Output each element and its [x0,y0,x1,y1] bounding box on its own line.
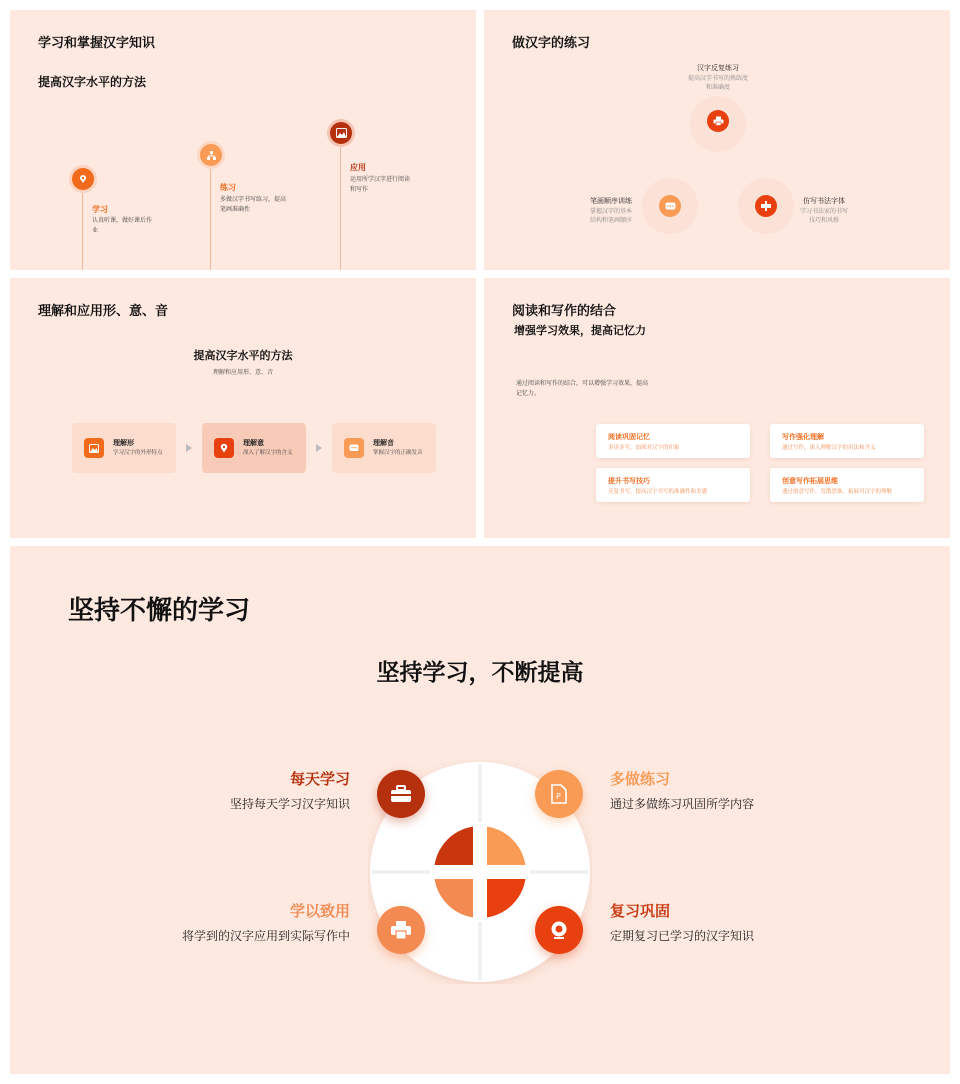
card-label: 写作强化理解 [782,433,824,441]
info-card[interactable] [596,468,750,502]
info-card[interactable] [596,424,750,458]
item-label: 练习 [220,183,236,192]
item-label: 笔画顺序训练 [590,197,632,205]
item-label: 学习 [92,205,108,214]
slide-subtitle: 提高汉字水平的方法 [38,75,147,89]
step-label: 理解形 [113,439,134,447]
item-label: 学以致用 [289,902,350,920]
slide-title: 坚持不懈的学习 [68,596,251,626]
slide-title: 阅读和写作的结合 [512,304,617,319]
document-icon [535,770,583,818]
step-label: 理解意 [243,439,264,447]
item-desc: 通过多做练习巩固所学内容 [610,797,755,811]
info-card[interactable] [770,424,924,458]
info-card[interactable] [770,468,924,502]
timeline-line [82,190,83,270]
item-desc: 学习书法家的书写技巧和风格 [799,208,848,224]
card-desc: 通过创意写作，发散思维，拓展对汉字的理解 [782,489,893,495]
slide-hanzi-knowledge[interactable] [10,10,476,270]
item-desc: 定期复习已学习的汉字知识 [610,929,755,943]
step-card[interactable] [202,423,306,473]
card-desc: 通过写作，深入理解汉字的用法和含义 [782,445,876,451]
step-desc: 学习汉字的外形特点 [113,450,163,456]
slide-subtitle: 增强学习效果，提高记忆力 [514,324,646,337]
section-heading: 坚持学习，不断提高 [376,660,584,686]
item-label: 汉字反复练习 [697,64,739,72]
timeline-line [340,143,341,270]
arrow-right-icon [186,444,192,452]
step-label: 理解音 [373,439,394,447]
briefcase-icon [377,770,425,818]
timeline-line [210,165,211,270]
item-label: 复习巩固 [610,902,671,920]
item-desc: 将学到的汉字应用到实际写作中 [181,929,350,943]
body-text: 通过阅读和写作的结合，可以增强学习效果，提高记忆力。 [516,380,649,397]
step-card[interactable] [72,423,176,473]
section-subheading: 理解和应用形、意、音 [212,369,273,376]
slide-form-meaning-sound[interactable] [10,278,476,538]
step-desc: 深入了解汉字的含义 [243,450,293,456]
card-desc: 多读多写，加深对汉字的印象 [608,445,680,451]
item-label: 每天学习 [289,770,350,788]
org-chart-icon [200,144,222,166]
step-card[interactable] [332,423,436,473]
svg-text:P: P [556,792,561,801]
printer-icon [377,906,425,954]
slide-reading-writing[interactable] [484,278,950,538]
card-label: 创意写作拓展思维 [782,477,838,485]
slide-hanzi-practice[interactable] [484,10,950,270]
slide-title: 理解和应用形、意、音 [38,304,169,319]
item-desc: 掌握汉字的基本结构和笔画顺序 [589,208,632,224]
webcam-icon [535,906,583,954]
pin-icon [214,438,234,458]
item-desc: 运用所学汉字进行阅读和写作 [350,176,411,193]
card-label: 提升书写技巧 [608,477,650,485]
image-icon [330,122,352,144]
slide-title: 学习和掌握汉字知识 [38,36,156,51]
slide-persistent-learning[interactable] [10,546,950,1074]
section-heading: 提高汉字水平的方法 [193,349,293,362]
card-desc: 反复书写，提高汉字书写的准确性和美感 [608,489,708,495]
arrow-right-icon [316,444,322,452]
printer-icon [707,110,729,132]
item-label: 应用 [350,163,366,172]
image-icon [84,438,104,458]
chat-icon [659,195,681,217]
slide-title: 做汉字的练习 [512,36,591,51]
chat-icon [344,438,364,458]
step-desc: 掌握汉字的正确发音 [373,450,423,456]
item-desc: 认真听课，做好课后作业 [92,217,153,234]
item-label: 多做练习 [610,770,671,788]
item-label: 仿写书法字体 [803,197,845,205]
puzzle-icon [755,195,777,217]
item-desc: 多做汉字书写练习，提高笔画准确性 [220,196,287,213]
location-pin-icon [72,168,94,190]
item-desc: 提高汉字书写的熟练度和准确度 [688,75,749,91]
card-label: 阅读巩固记忆 [608,433,650,441]
item-desc: 坚持每天学习汉字知识 [229,797,350,811]
